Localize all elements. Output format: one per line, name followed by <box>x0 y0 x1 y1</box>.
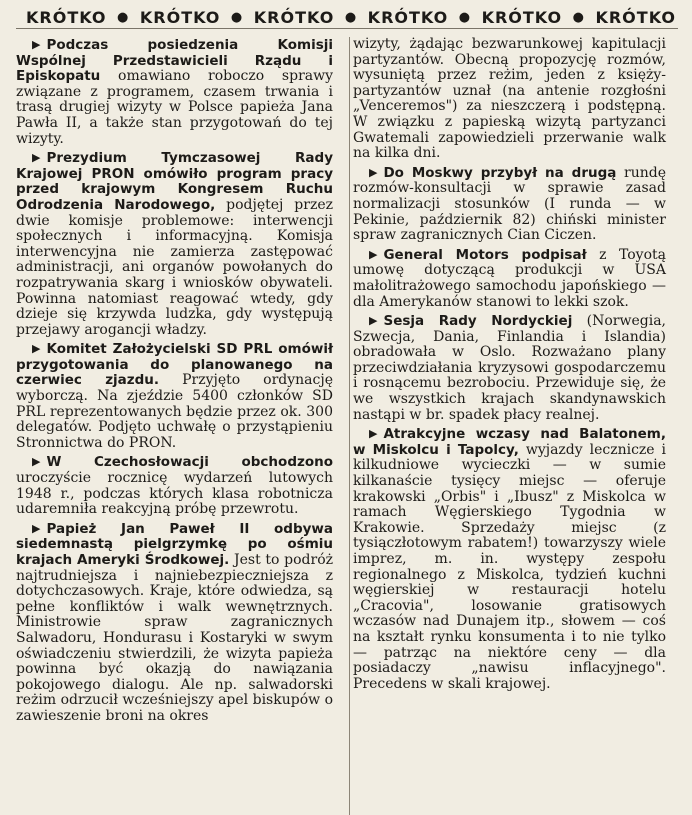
news-lead: W Czechosłowacji obchodzono <box>46 454 333 471</box>
news-item <box>16 521 333 725</box>
news-text: podjętej przez dwie komisje problemowe: interwencji społecznych i informacyjną. Komisja interwencyjna nie zamierza zastępować administracji, ani organów powołanych do rozpatrywania skarg i wniosków obywateli. Powinna natomiast reagować wtedy, gdy dzieje się krzywda ludzka, gdy występują przejawy arogancji władzy. <box>16 196 333 338</box>
header-bullet: ● <box>572 9 585 25</box>
news-item <box>16 454 333 517</box>
krotko-header <box>16 6 678 29</box>
news-lead: Podczas posiedzenia Komisji Wspólnej Przedstawicieli Rządu i Episkopatu <box>16 37 333 85</box>
triangle-bullet-icon: ▶ <box>369 314 378 328</box>
right-column <box>341 37 666 728</box>
triangle-bullet-icon: ▶ <box>369 165 378 179</box>
column-divider <box>349 37 350 815</box>
news-text: Przyjęto ordynację wyborczą. Na zjeździe 5400 członków SD PRL reprezentowanych będzie przez ok. 300 delegatów. Podjęto uchwałę o przystąpieniu Stronnictwa do PRON. <box>16 372 333 451</box>
article-columns <box>16 37 678 728</box>
header-word: KRÓTKO <box>481 7 563 27</box>
news-lead: Sesja Rady Nordyckiej <box>383 313 573 330</box>
triangle-bullet-icon: ▶ <box>32 521 41 535</box>
news-item-continued <box>353 37 666 162</box>
left-column <box>16 37 341 728</box>
news-item <box>16 37 333 147</box>
triangle-bullet-icon: ▶ <box>32 38 41 51</box>
news-item <box>353 247 666 310</box>
header-bullet: ● <box>230 9 244 25</box>
news-item <box>353 426 666 692</box>
header-bullet: ● <box>117 9 130 25</box>
news-text: uroczyście rocznicę wydarzeń lutowych 1948 r., podczas których klasa robotnicza udaremniła reakcyjną próbę przewrotu. <box>16 470 333 518</box>
news-text: (Norwegia, Szwecja, Dania, Finlandia i Islandia) obradowała w Oslo. Rozważano plany przeciwdziałania kryzysowi gospodarczemu i rosnącemu bezrobociu. Przewiduje się, że we wszystkich krajach skandynawskich nastąpi w br. spadek płacy realnej. <box>353 313 666 423</box>
news-text: omawiano roboczo sprawy związane z programem, czasem trwania i trasą drugiej wizyty w Polsce papieża Jana Pawła II, a także stan przygotowań do tej wizyty. <box>16 68 333 147</box>
header-word: KRÓTKO <box>139 7 221 27</box>
news-text: wyjazdy lecznicze i kilkudniowe wycieczki — w sumie kilkanaście tysięcy miejsc — oferuje krakowski „Orbis" i „Ibusz" z Miskolca w ramach Węgierskiego Tygodnia w Krakowie. Sprzedaży miejsc (z tysiączłotowym rabatem!) towarzyszy wiele imprez, m. in. występy zespołu regionalnego z Miskolca, tydzień kuchni węgierskiej w restauracji hotelu „Cracovia", losowanie gratisowych wczasów nad Dunajem itp., słowem — coś na kształt rynku konsumenta i to nie tylko — patrząc na niektóre ceny — dla posiadaczy „nawisu inflacyjnego". Precedens w skali krajowej. <box>353 441 666 692</box>
news-lead: Papież Jan Paweł II odbywa siedemnastą pielgrzymkę po ośmiu krajach Ameryki Środkowej. <box>16 520 333 568</box>
header-bullet: ● <box>344 9 358 25</box>
news-lead: Do Moskwy przybył na drugą <box>383 164 617 181</box>
news-item <box>16 150 333 338</box>
triangle-bullet-icon: ▶ <box>369 247 378 261</box>
triangle-bullet-icon: ▶ <box>32 455 41 469</box>
header-bullet: ● <box>458 9 472 25</box>
header-word: KRÓTKO <box>595 7 676 27</box>
header-word: KRÓTKO <box>253 7 335 27</box>
triangle-bullet-icon: ▶ <box>369 427 378 441</box>
header-word: KRÓTKO <box>26 7 107 27</box>
triangle-bullet-icon: ▶ <box>32 342 41 356</box>
news-lead: Prezydium Tymczasowej Rady Krajowej PRON omówiło program pracy przed krajowym Kongresem Ruchu Odrodzenia Narodowego, <box>16 150 333 213</box>
header-word: KRÓTKO <box>367 7 449 27</box>
news-lead: Komitet Założycielski SD PRL omówił przygotowania do planowanego na czerwiec zjazdu. <box>16 341 333 389</box>
news-text: z Toyotą umowę dotyczącą produkcji w USA małolitrażowego samochodu japońskiego — dla Amerykanów stanowi to lekki szok. <box>353 246 666 310</box>
news-item <box>16 341 333 451</box>
triangle-bullet-icon: ▶ <box>32 151 41 165</box>
news-lead: General Motors podpisał <box>383 246 587 263</box>
news-item <box>353 165 666 244</box>
news-text: Jest to podróż najtrudniejsza i najniebezpieczniejsza z dotychczasowych. Kraje, które odwiedza, są pełne konfliktów i walk wewnętrznych. Ministrowie spraw zagranicznych Salwadoru, Hondurasu i Kostaryki w swym oświadczeniu stwierdzili, że wizyta papieża powinna być okazją do nawiązania pokojowego dialogu. Ale np. salwadorski reżim odrzucił wcześniejszy apel biskupów o zawieszenie broni na okres <box>16 552 334 724</box>
news-text: rundę rozmów-konsultacji w sprawie zasad normalizacji stosunków (I runda — w Pekinie, październik 82) chiński minister spraw zagranicznych Cian Ciczen. <box>353 164 666 244</box>
news-item <box>353 313 666 423</box>
news-text: wizyty, żądając bezwarunkowej kapitulacji partyzantów. Obecną propozycję rozmów, wysuniętą przez reżim, jeden z księży-partyzantów uznał (na antenie rozgłośni „Venceremos") za nieszczerą i podstępną. W związku z papieską wizytą partyzanci Gwatemali zapowiedzieli przerwanie walk na kilka dni. <box>353 36 666 162</box>
news-lead: Atrakcyjne wczasy nad Balatonem, w Miskolcu i Tapolcy, <box>353 426 666 458</box>
